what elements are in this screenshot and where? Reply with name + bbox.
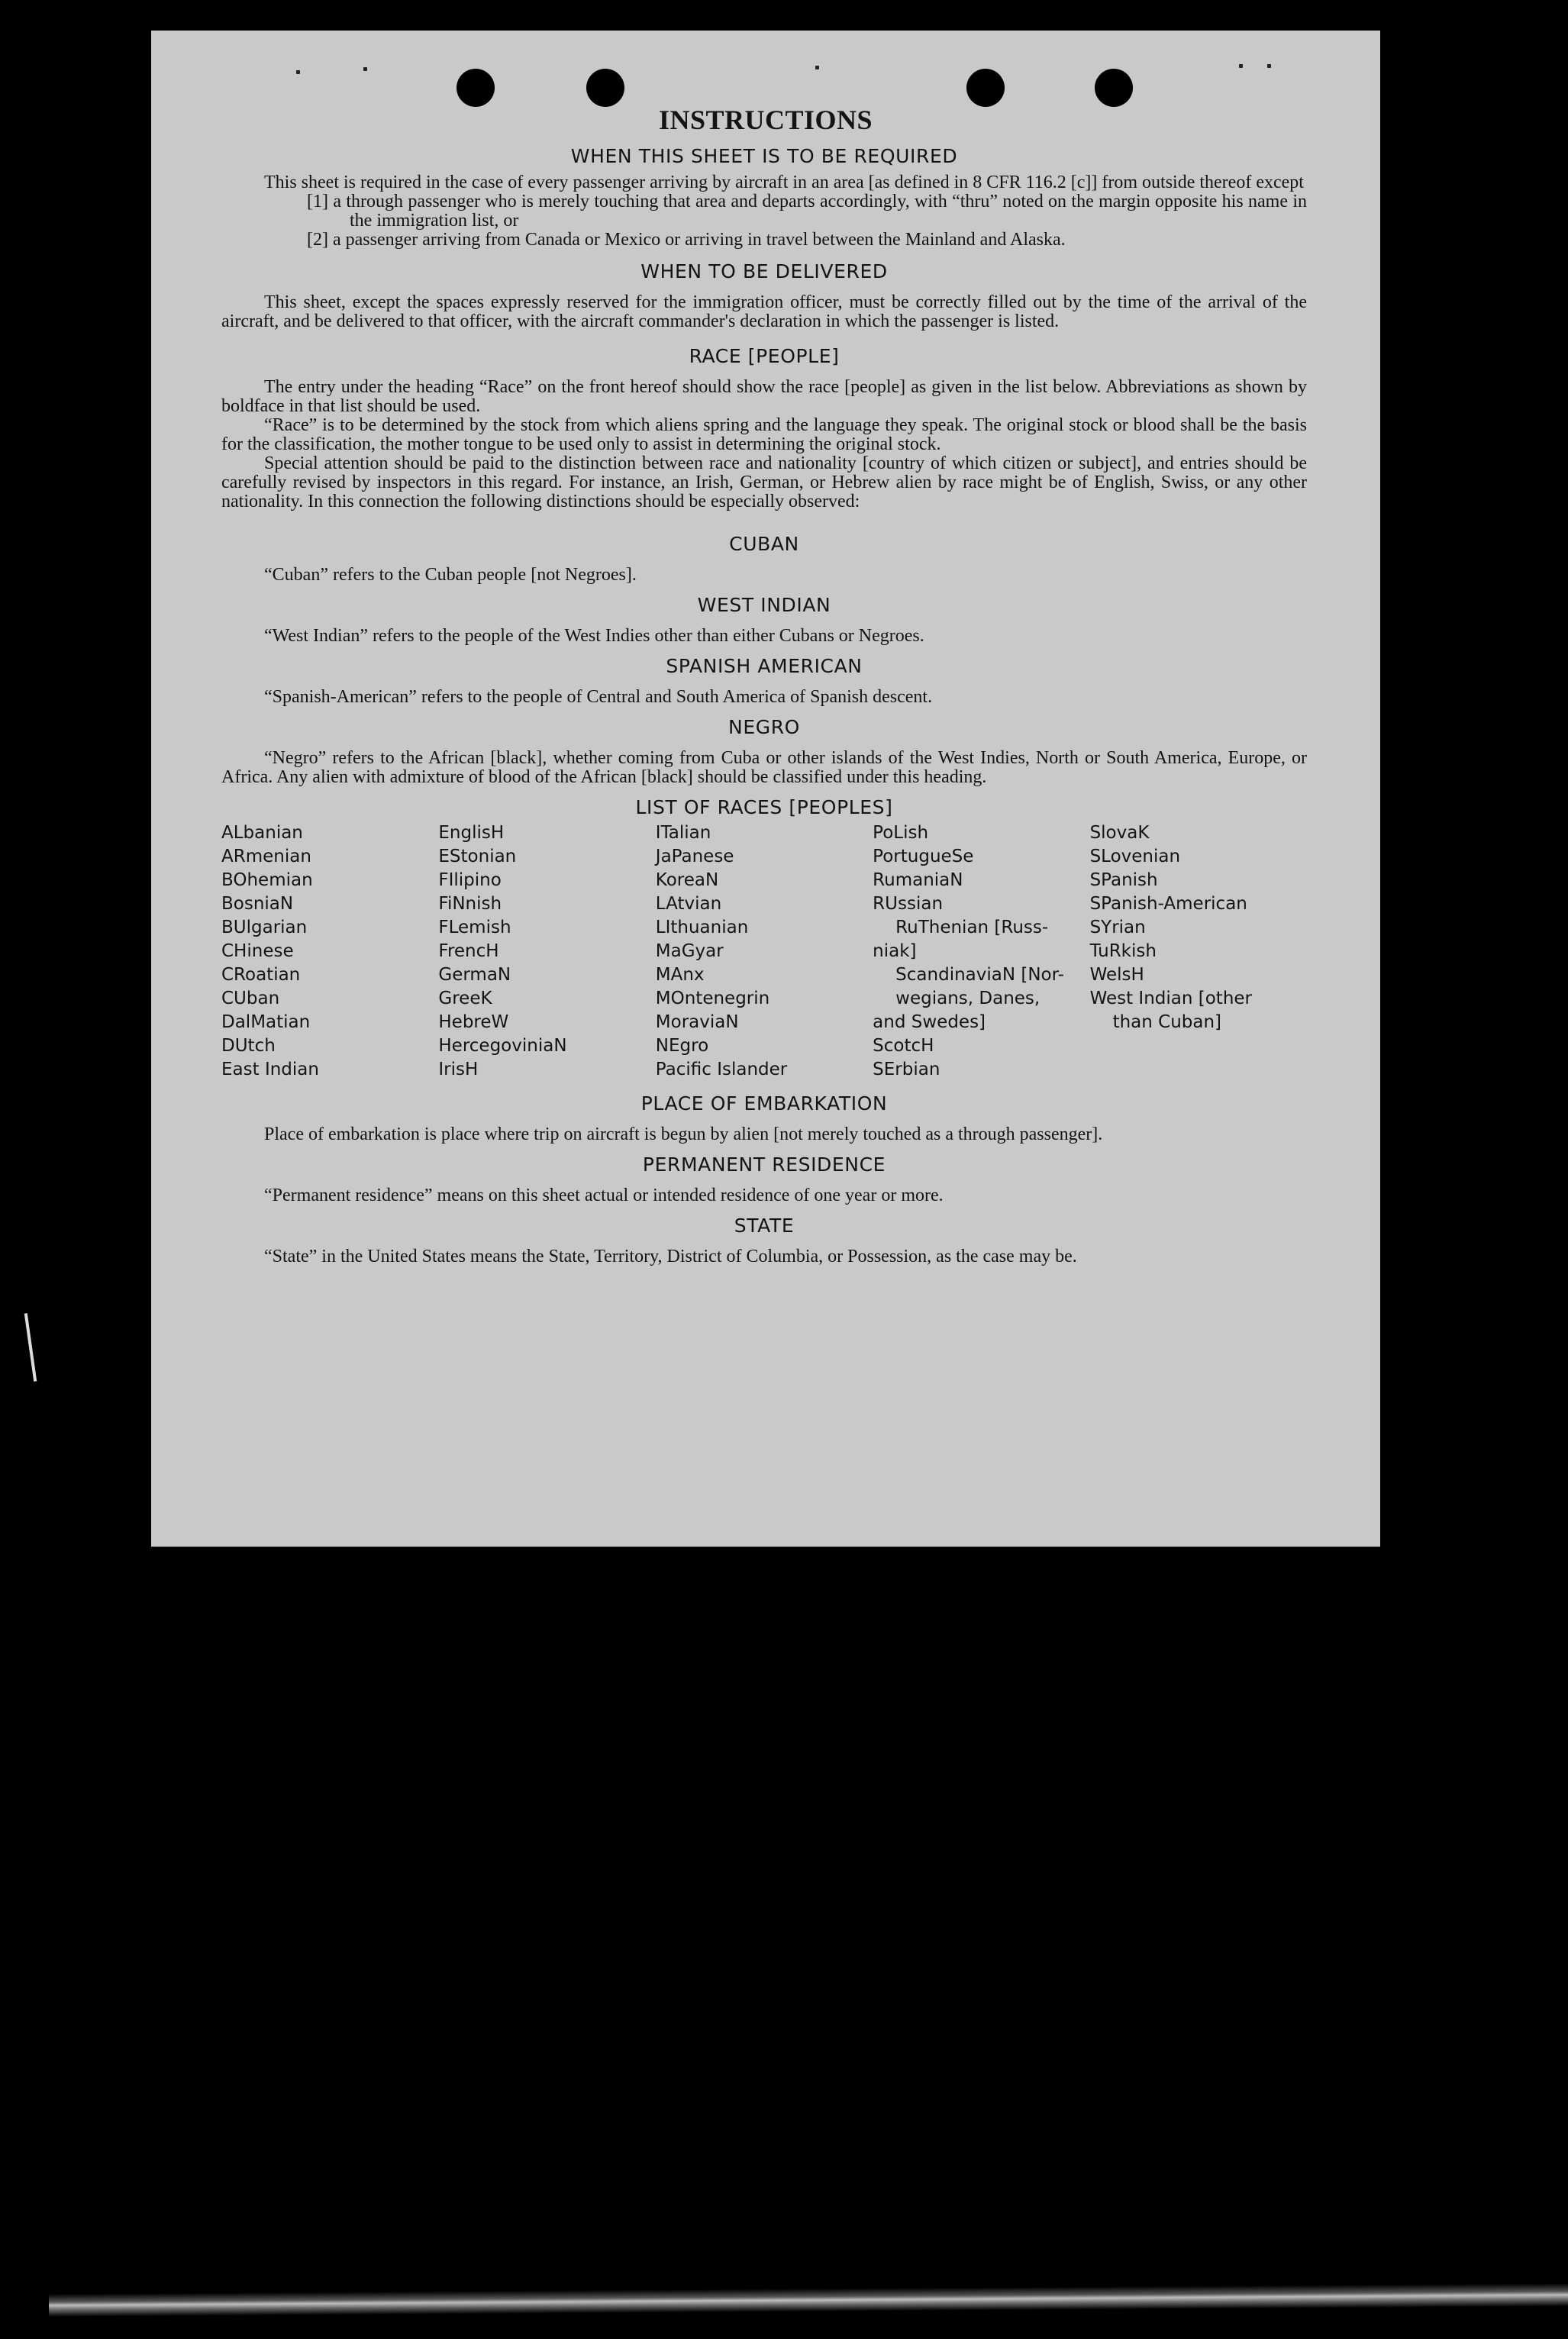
speck: [363, 67, 367, 71]
spanish-american-text: “Spanish-American” refers to the people of Central and South America of Spanish descent.: [264, 687, 933, 707]
race-entry: and Swedes]: [873, 1012, 986, 1032]
race-entry: wegians, Danes,: [895, 989, 1040, 1008]
race-entry: IrisH: [438, 1060, 479, 1079]
required-item-1: [1] a through passenger who is merely touching that area and departs accordingly, with “thru” noted on the margin opposite his name in the immigration list, or: [307, 192, 1307, 231]
page-title: INSTRUCTIONS: [658, 105, 873, 135]
race-entry: DalMatian: [221, 1012, 311, 1032]
race-entry: PoLish: [873, 823, 929, 843]
race-entry: ScandinaviaN [Nor-: [895, 965, 1064, 985]
heading-spanish-american: SPANISH AMERICAN: [666, 655, 863, 677]
state-text: “State” in the United States means the State, Territory, District of Columbia, or Possession, as the case may be.: [264, 1247, 1077, 1266]
residence-text: “Permanent residence” means on this sheet actual or intended residence of one year or more.: [264, 1186, 944, 1205]
race-entry: Pacific Islander: [655, 1060, 788, 1079]
race-entry: GermaN: [438, 965, 511, 985]
punch-hole: [586, 69, 624, 107]
punch-hole: [966, 69, 1005, 107]
race-entry: FIlipino: [438, 870, 502, 890]
race-entry: CUban: [221, 989, 280, 1008]
speck: [1267, 64, 1271, 68]
race-entry: WelsH: [1089, 965, 1144, 985]
race-entry: JaPanese: [655, 847, 734, 866]
race-entry: ALbanian: [221, 823, 303, 843]
race-paragraph-2: “Race” is to be determined by the stock from which aliens spring and the language they speak. The original stock or blood shall be the basis for the classification, the mother tongue to be used only to assist in determining the original stock.: [221, 415, 1307, 454]
embarkation-text: Place of embarkation is place where trip on aircraft is begun by alien [not merely touched as a through passenger].: [264, 1124, 1103, 1144]
race-entry: SYrian: [1089, 918, 1146, 937]
race-entry: niak]: [873, 941, 917, 961]
punch-hole: [457, 69, 495, 107]
race-entry: EnglisH: [438, 823, 505, 843]
race-entry: than Cuban]: [1112, 1012, 1222, 1032]
race-paragraph-3: Special attention should be paid to the distinction between race and nationality [country of which citizen or subject], and entries should be carefully revised by inspectors in this regard. For instance, an Irish, German, or Hebrew alien by race might be of English, Swiss, or any other nationality. In this connection the following distinctions should be especially observed:: [221, 453, 1307, 511]
film-scratch: [24, 1313, 37, 1382]
races-column-5: [1090, 821, 1307, 1082]
required-item-2: [2] a passenger arriving from Canada or Mexico or arriving in travel between the Mainland and Alaska.: [307, 230, 1066, 250]
race-entry: TuRkish: [1089, 941, 1157, 961]
film-edge: [49, 2283, 1568, 2317]
race-entry: BUlgarian: [221, 918, 308, 937]
heading-west-indian: WEST INDIAN: [697, 594, 831, 616]
race-entry: RuThenian [Russ-: [895, 918, 1049, 937]
race-entry: GreeK: [438, 989, 492, 1008]
speck: [1239, 64, 1243, 68]
speck: [815, 66, 819, 69]
heading-residence: PERMANENT RESIDENCE: [642, 1153, 886, 1176]
race-entry: SErbian: [873, 1060, 940, 1079]
race-paragraph-1: The entry under the heading “Race” on the front hereof should show the race [people] as given in the list below. Abbreviations as shown by boldface in that list should be used.: [221, 377, 1307, 416]
west-indian-text: “West Indian” refers to the people of the West Indies other than either Cubans or Negroes.: [264, 626, 924, 646]
heading-cuban: CUBAN: [729, 533, 799, 555]
race-entry: RUssian: [873, 894, 944, 914]
heading-list-of-races: LIST OF RACES [PEOPLES]: [635, 796, 893, 818]
speck: [296, 70, 300, 74]
heading-negro: NEGRO: [728, 716, 800, 738]
race-entry: MAnx: [655, 965, 705, 985]
races-column-3: [656, 821, 873, 1082]
race-entry: MaGyar: [655, 941, 724, 961]
race-entry: LAtvian: [655, 894, 722, 914]
heading-race: RACE [PEOPLE]: [689, 345, 840, 367]
races-list: [221, 821, 1307, 1082]
race-entry: ITalian: [655, 823, 711, 843]
heading-required: WHEN THIS SHEET IS TO BE REQUIRED: [570, 145, 958, 167]
document-body: [221, 145, 1307, 1266]
heading-embarkation: PLACE OF EMBARKATION: [640, 1092, 888, 1115]
race-entry: BosniaN: [221, 894, 294, 914]
race-entry: MOntenegrin: [655, 989, 770, 1008]
race-entry: RumaniaN: [873, 870, 963, 890]
heading-delivered: WHEN TO BE DELIVERED: [640, 260, 888, 282]
race-entry: HebreW: [438, 1012, 509, 1032]
race-entry: SlovaK: [1089, 823, 1150, 843]
race-entry: SPanish-American: [1089, 894, 1247, 914]
races-column-4: [873, 821, 1089, 1082]
race-entry: NEgro: [655, 1036, 709, 1056]
delivered-text: This sheet, except the spaces expressly reserved for the immigration officer, must be correctly filled out by the time of the arrival of the aircraft, and be delivered to that officer, with the aircraft commander's declaration in which the passenger is listed.: [221, 292, 1307, 331]
race-entry: ScotcH: [873, 1036, 934, 1056]
race-entry: BOhemian: [221, 870, 313, 890]
race-entry: KoreaN: [655, 870, 719, 890]
race-entry: CHinese: [221, 941, 294, 961]
race-entry: ARmenian: [221, 847, 311, 866]
race-entry: DUtch: [221, 1036, 276, 1056]
race-entry: SLovenian: [1089, 847, 1181, 866]
races-column-1: [221, 821, 438, 1082]
required-intro: This sheet is required in the case of every passenger arriving by aircraft in an area [as defined in 8 CFR 116.2 [c]] from outside thereof except: [264, 173, 1304, 192]
negro-text: “Negro” refers to the African [black], whether coming from Cuba or other islands of the West Indies, North or South America, Europe, or Africa. Any alien with admixture of blood of the African [black] should be classified under this heading.: [221, 748, 1307, 787]
race-entry: FiNnish: [438, 894, 502, 914]
race-entry: FrencH: [438, 941, 499, 961]
heading-state: STATE: [734, 1215, 795, 1237]
punch-hole: [1095, 69, 1133, 107]
race-entry: FLemish: [438, 918, 511, 937]
race-entry: HercegoviniaN: [438, 1036, 567, 1056]
document-sheet: [151, 31, 1380, 1547]
race-entry: EStonian: [438, 847, 517, 866]
race-entry: PortugueSe: [873, 847, 974, 866]
race-entry: East Indian: [221, 1060, 319, 1079]
race-entry: MoraviaN: [655, 1012, 739, 1032]
race-entry: West Indian [other: [1089, 989, 1252, 1008]
races-column-2: [438, 821, 655, 1082]
race-entry: LIthuanian: [655, 918, 749, 937]
cuban-text: “Cuban” refers to the Cuban people [not Negroes].: [264, 565, 637, 585]
race-entry: SPanish: [1089, 870, 1158, 890]
race-entry: CRoatian: [221, 965, 301, 985]
